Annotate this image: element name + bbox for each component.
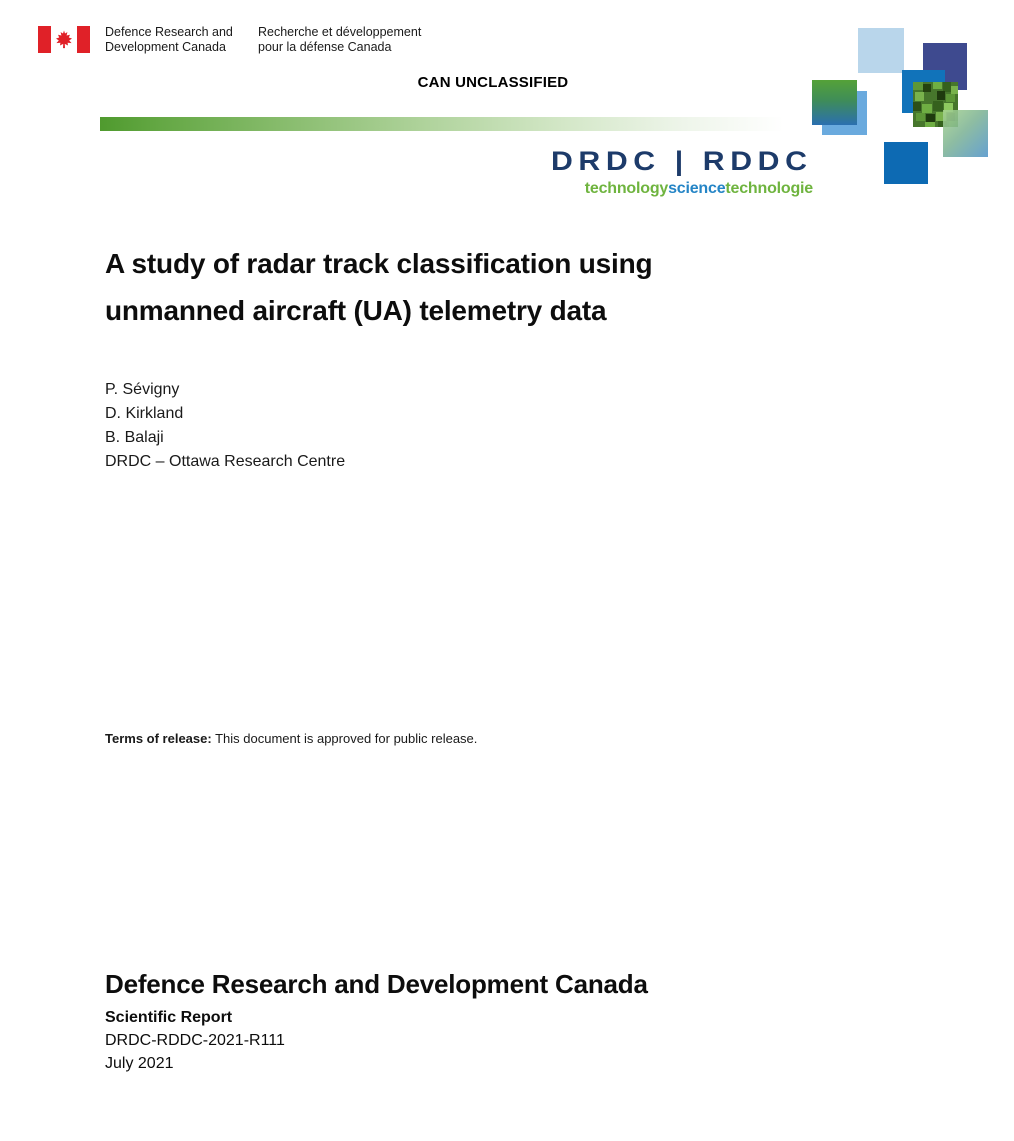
- footer-organization: Defence Research and Development Canada: [105, 969, 648, 999]
- department-en-line2: Development Canada: [105, 39, 226, 54]
- drdc-brand-block: [551, 146, 813, 198]
- report-number: DRDC-RDDC-2021-R111: [105, 1032, 285, 1049]
- report-title-line1: A study of radar track classification using: [105, 248, 653, 279]
- light-blue-square: [858, 28, 904, 73]
- author-affiliation: DRDC – Ottawa Research Centre: [105, 453, 346, 470]
- department-fr-line2: pour la défense Canada: [258, 39, 392, 54]
- canada-flag-icon: [38, 26, 90, 53]
- author-list: [105, 378, 345, 474]
- tagline-technology: technology: [584, 180, 669, 197]
- tagline-technologie: technologie: [725, 180, 813, 197]
- flag-centre: [51, 26, 77, 53]
- terms-of-release-text: This document is approved for public release.: [215, 731, 478, 746]
- report-date: July 2021: [105, 1055, 174, 1072]
- green-gradient-rule: [100, 117, 812, 131]
- tagline-science: science: [668, 180, 726, 197]
- department-en-line1: Defence Research and: [105, 25, 233, 39]
- report-title-line2: unmanned aircraft (UA) telemetry data: [105, 295, 607, 326]
- terms-of-release: [105, 731, 477, 746]
- report-title: [105, 240, 865, 334]
- teal-gradient-square: [943, 110, 988, 157]
- drdc-wordmark: DRDC | RDDC: [551, 146, 813, 176]
- deep-blue-square: [884, 142, 928, 184]
- terms-of-release-label: Terms of release:: [105, 731, 212, 746]
- flag-left-bar: [38, 26, 51, 53]
- green-blue-gradient-square: [812, 80, 857, 125]
- department-fr-line1: Recherche et développement: [258, 25, 422, 39]
- classification-banner: CAN UNCLASSIFIED: [417, 74, 569, 91]
- maple-leaf-icon: [54, 29, 74, 50]
- department-name-french: [258, 25, 421, 54]
- author-3: B. Balaji: [105, 429, 164, 446]
- footer-imprint: [105, 970, 648, 1075]
- author-2: D. Kirkland: [105, 405, 184, 422]
- report-type: Scientific Report: [105, 1009, 233, 1026]
- drdc-tagline: [579, 180, 813, 198]
- department-name-english: [105, 25, 233, 54]
- author-1: P. Sévigny: [105, 381, 180, 398]
- flag-right-bar: [77, 26, 90, 53]
